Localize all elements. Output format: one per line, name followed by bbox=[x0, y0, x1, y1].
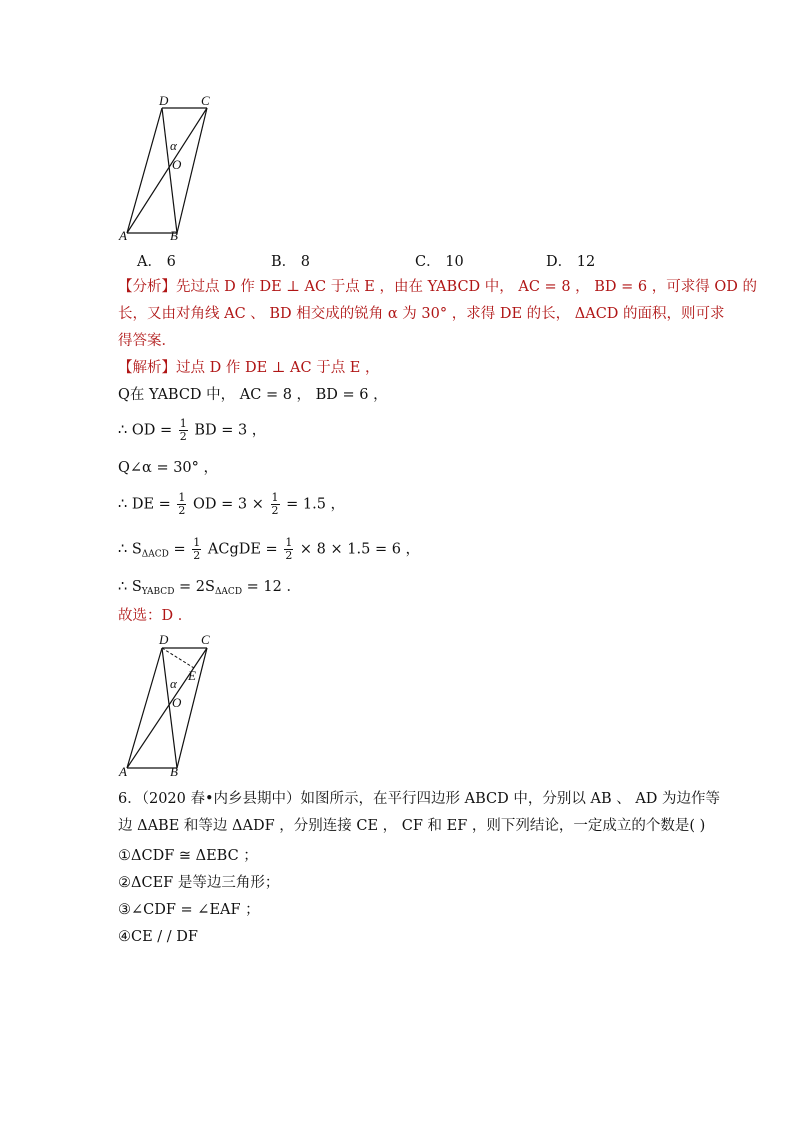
answer-line: 故选：D ． bbox=[118, 608, 193, 624]
choice-c: C． 10 bbox=[415, 254, 464, 270]
label-E: E bbox=[188, 668, 196, 683]
choice-a: A． 6 bbox=[137, 254, 176, 270]
label-O: O bbox=[172, 695, 182, 710]
label-O: O bbox=[172, 157, 182, 172]
label-D: D bbox=[159, 93, 169, 108]
label-A: A bbox=[119, 764, 127, 779]
question6-line-2: 边 ΔABE 和等边 ΔADF ，分别连接 CE ， CF 和 EF ，则下列结论，一定成立的个数是( ) bbox=[118, 818, 706, 834]
label-alpha: α bbox=[170, 138, 177, 153]
label-B: B bbox=[170, 764, 178, 779]
choice-d: D． 12 bbox=[546, 254, 596, 270]
solution-tag: 【解析】 bbox=[118, 360, 176, 376]
parallelogram-figure-2 bbox=[112, 628, 232, 783]
label-alpha: α bbox=[170, 676, 177, 691]
analysis-line-1: 【分析】先过点 D 作 DE ⊥ AC 于点 E ，由在 YABCD 中， AC = 8 ， BD = 6 ，可求得 OD 的 bbox=[118, 279, 757, 295]
label-B: B bbox=[170, 228, 178, 243]
fraction-half: $\frac{1}{2}$ bbox=[179, 417, 187, 443]
question6-item-2: ②ΔCEF 是等边三角形； bbox=[118, 875, 280, 891]
solution-line-1: 【解析】过点 D 作 DE ⊥ AC 于点 E ， bbox=[118, 360, 380, 376]
label-C: C bbox=[201, 632, 210, 647]
parallelogram-figure-1 bbox=[112, 90, 232, 245]
label-C: C bbox=[201, 93, 210, 108]
solution-line-6: ∴ $S_{\Delta ACD}$ = $\frac{1}{2}$ ACgDE = $\frac{1}{2}$ × 8 × 1.5 = 6 ， bbox=[118, 536, 421, 562]
label-A: A bbox=[119, 228, 127, 243]
solution-line-4: Q∠α = 30° ， bbox=[118, 460, 219, 476]
solution-line-2: Q在 YABCD 中， AC = 8 ， BD = 6 ， bbox=[118, 387, 388, 403]
solution-line-3: ∴ OD = $\frac{1}{2}$ BD = 3 ， bbox=[118, 417, 267, 443]
analysis-line-3: 得答案． bbox=[118, 333, 176, 349]
analysis-line-2: 长，又由对角线 AC 、 BD 相交成的锐角 α 为 30° ，求得 DE 的长， ΔACD 的面积，则可求 bbox=[118, 306, 725, 322]
question6-item-1: ①ΔCDF ≅ ΔEBC ； bbox=[118, 848, 258, 864]
choice-b: B． 8 bbox=[271, 254, 310, 270]
solution-line-7: ∴ $S_{YABCD} = 2S_{\Delta ACD} = 12$ ． bbox=[118, 579, 301, 597]
question6-item-3: ③∠CDF = ∠EAF ； bbox=[118, 902, 260, 918]
question6-item-4: ④CE / / DF bbox=[118, 929, 198, 945]
solution-line-5: ∴ DE = $\frac{1}{2}$ OD = 3 × $\frac{1}{2}$ = 1.5 ， bbox=[118, 491, 346, 517]
label-D: D bbox=[159, 632, 169, 647]
analysis-tag: 【分析】 bbox=[118, 279, 176, 295]
question6-line-1: 6．（2020 春•内乡县期中）如图所示，在平行四边形 ABCD 中，分别以 AB 、 AD 为边作等 bbox=[118, 791, 721, 807]
